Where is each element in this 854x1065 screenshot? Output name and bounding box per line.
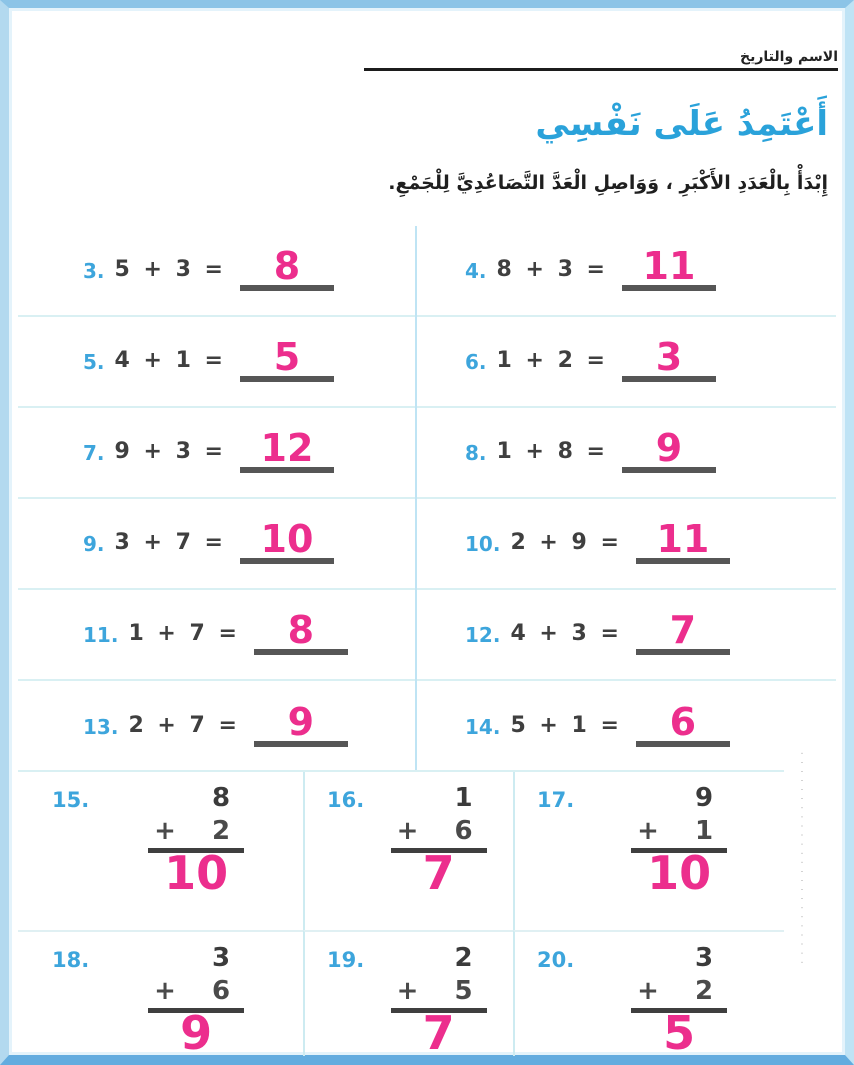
problem-row — [18, 408, 836, 499]
name-date-label: الاسم والتاريخ — [740, 49, 838, 65]
problem-16 — [303, 772, 513, 930]
problem-20 — [513, 930, 784, 1061]
bottom-addend: 2 — [695, 975, 714, 1006]
answer-blank: 10 — [240, 523, 334, 563]
problem-number: 15. — [52, 788, 90, 812]
answer-blank: 5 — [663, 1006, 696, 1061]
answer-blank: 6 — [636, 706, 730, 746]
problem-number: 8. — [465, 440, 487, 465]
problem-number: 11. — [83, 622, 119, 647]
problem-7 — [18, 426, 427, 472]
problem-13 — [18, 700, 427, 746]
problem-expression: 9 + 3 = — [114, 438, 226, 464]
problem-expression: 4 + 3 = — [510, 620, 622, 646]
problem-number: 14. — [465, 714, 501, 739]
answer-blank: 11 — [622, 250, 716, 290]
problem-number: 10. — [465, 531, 501, 556]
problem-number: 7. — [83, 440, 105, 465]
problem-6 — [427, 335, 836, 381]
problem-row — [18, 681, 836, 772]
plus-icon: + — [637, 975, 659, 1006]
problem-15 — [18, 772, 303, 930]
top-addend: 8 — [212, 783, 231, 813]
stacked-addition — [148, 943, 244, 1061]
plus-icon: + — [154, 975, 176, 1006]
bottom-addend: 6 — [454, 815, 473, 846]
bottom-addend: 5 — [454, 975, 473, 1006]
problem-number: 3. — [83, 258, 105, 283]
problem-9 — [18, 517, 427, 563]
plus-icon: + — [396, 975, 419, 1006]
worksheet-instruction: إِبْدَأْ بِالْعَدَدِ الأَكْبَرِ ، وَوَاصِلِ الْعَدَّ التَّصَاعُدِيَّ لِلْجَمْعِ. — [388, 172, 828, 194]
problem-expression: 8 + 3 = — [496, 256, 608, 282]
problem-number: 20. — [537, 948, 575, 972]
problem-number: 18. — [52, 948, 90, 972]
top-addend: 3 — [212, 943, 231, 973]
top-addend: 2 — [454, 943, 473, 973]
problem-3 — [18, 244, 427, 290]
problem-14 — [427, 700, 836, 746]
answer-blank: 10 — [164, 846, 229, 901]
problem-number: 9. — [83, 531, 105, 556]
problem-expression: 2 + 7 = — [128, 712, 240, 738]
problem-expression: 2 + 9 = — [510, 529, 622, 555]
top-addend: 1 — [454, 783, 473, 813]
problem-4 — [427, 244, 836, 290]
answer-blank: 5 — [240, 341, 334, 381]
bottom-addend: 2 — [212, 815, 231, 846]
answer-blank: 3 — [622, 341, 716, 381]
problem-expression: 5 + 3 = — [114, 256, 226, 282]
bottom-addend: 1 — [695, 815, 714, 846]
plus-icon: + — [637, 815, 659, 846]
top-addend: 9 — [695, 783, 714, 813]
answer-blank: 8 — [240, 250, 334, 290]
problem-19 — [303, 930, 513, 1061]
problem-17 — [513, 772, 784, 930]
problem-number: 19. — [327, 948, 365, 972]
column-divider-line — [415, 226, 417, 772]
problem-10 — [427, 517, 836, 563]
answer-blank: 9 — [622, 432, 716, 472]
stacked-addition — [631, 784, 727, 930]
answer-blank: 9 — [180, 1006, 213, 1061]
problem-11 — [18, 608, 427, 654]
problem-row — [18, 590, 836, 681]
problem-number: 12. — [465, 622, 501, 647]
problem-row — [18, 317, 836, 408]
horizontal-problems-section — [18, 226, 836, 772]
problem-number: 4. — [465, 258, 487, 283]
problem-expression: 4 + 1 = — [114, 347, 226, 373]
name-date-block — [364, 46, 838, 71]
answer-blank: 12 — [240, 432, 334, 472]
problem-number: 5. — [83, 349, 105, 374]
plus-icon: + — [154, 815, 176, 846]
problem-12 — [427, 608, 836, 654]
answer-blank: 8 — [254, 614, 348, 654]
stacked-addition — [391, 943, 487, 1061]
problem-row — [18, 499, 836, 590]
problem-number: 16. — [327, 788, 365, 812]
problem-5 — [18, 335, 427, 381]
stacked-addition — [631, 943, 727, 1061]
stacked-addition — [148, 784, 244, 930]
problem-expression: 1 + 2 = — [496, 347, 608, 373]
answer-blank: 7 — [422, 1006, 455, 1061]
problem-row — [18, 226, 836, 317]
top-addend: 3 — [695, 943, 714, 973]
vertical-problems-section — [18, 770, 784, 1061]
problem-expression: 5 + 1 = — [510, 712, 622, 738]
answer-blank: 9 — [254, 706, 348, 746]
problem-8 — [427, 426, 836, 472]
problem-expression: 1 + 8 = — [496, 438, 608, 464]
problem-number: 17. — [537, 788, 575, 812]
answer-blank: 11 — [636, 523, 730, 563]
bottom-addend: 6 — [212, 975, 231, 1006]
plus-icon: + — [396, 815, 419, 846]
stacked-addition — [391, 784, 487, 930]
worksheet-title: أَعْتَمِدُ عَلَى نَفْسِي — [535, 104, 828, 144]
answer-blank: 10 — [647, 846, 712, 901]
margin-fine-print: · · · · · · · · · · · · · · · · · · · · · · · · — [797, 752, 806, 966]
problem-expression: 3 + 7 = — [114, 529, 226, 555]
name-date-line — [364, 68, 838, 71]
answer-blank: 7 — [636, 614, 730, 654]
problem-number: 13. — [83, 714, 119, 739]
problem-expression: 1 + 7 = — [128, 620, 240, 646]
problem-number: 6. — [465, 349, 487, 374]
problem-18 — [18, 930, 303, 1061]
answer-blank: 7 — [422, 846, 455, 901]
